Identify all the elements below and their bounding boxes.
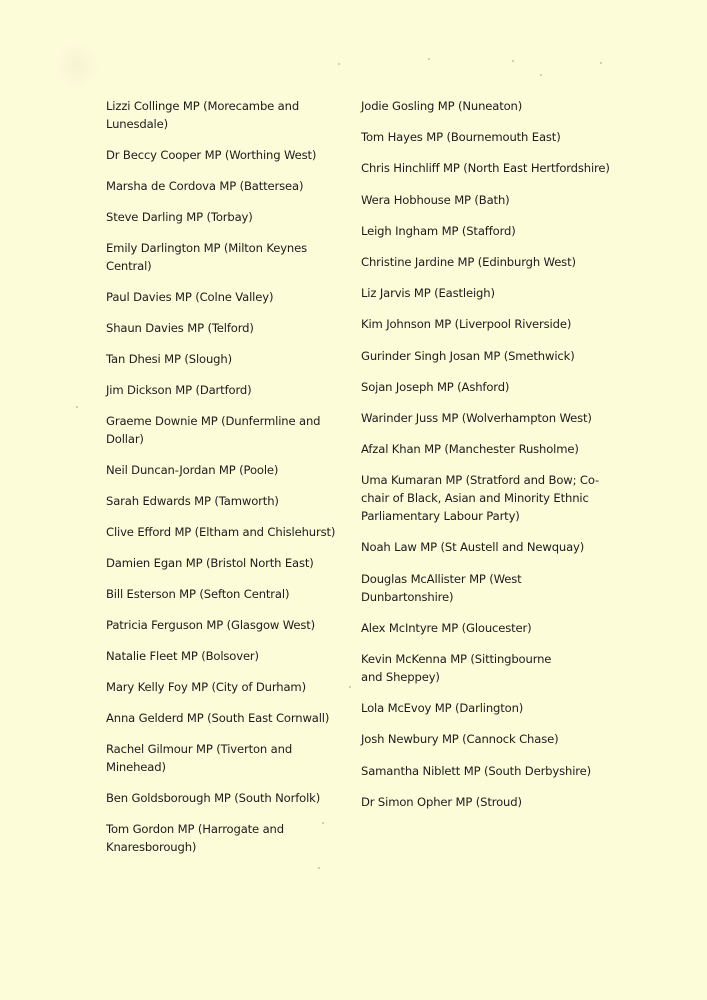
scan-speck	[76, 406, 78, 408]
list-item: Leigh Ingham MP (Stafford)	[361, 223, 516, 238]
list-item: Kevin McKenna MP (Sittingbourne and Sheppey)	[361, 652, 552, 684]
list-item: Tom Hayes MP (Bournemouth East)	[361, 130, 561, 145]
list-item: Steve Darling MP (Torbay)	[106, 210, 253, 224]
list-item: Jodie Gosling MP (Nuneaton)	[361, 99, 523, 113]
scan-speck	[428, 58, 430, 60]
list-item: Lizzi Collinge MP (Morecambe and Lunesdale)	[106, 99, 300, 131]
list-item: Paul Davies MP (Colne Valley)	[106, 290, 274, 304]
scan-speck	[338, 63, 340, 65]
list-item: Damien Egan MP (Bristol North East)	[106, 556, 314, 570]
list-item: Clive Efford MP (Eltham and Chislehurst)	[106, 525, 336, 539]
list-item: Samantha Niblett MP (South Derbyshire)	[361, 763, 591, 778]
list-item: Natalie Fleet MP (Bolsover)	[106, 649, 259, 663]
list-item: Liz Jarvis MP (Eastleigh)	[361, 286, 495, 301]
list-item: Sarah Edwards MP (Tamworth)	[106, 494, 279, 508]
left-column-list	[106, 97, 354, 869]
list-item: Josh Newbury MP (Cannock Chase)	[361, 732, 559, 747]
scan-speck	[600, 62, 602, 64]
list-item: Afzal Khan MP (Manchester Rusholme)	[361, 442, 579, 457]
list-item: Gurinder Singh Josan MP (Smethwick)	[361, 348, 575, 363]
list-item: Tan Dhesi MP (Slough)	[106, 352, 232, 366]
list-item: Bill Esterson MP (Sefton Central)	[106, 587, 290, 601]
list-item: Douglas McAllister MP (West Dunbartonshire)	[361, 571, 522, 604]
list-item: Anna Gelderd MP (South East Cornwall)	[106, 711, 330, 725]
list-item: Chris Hinchliff MP (North East Hertfordshire)	[361, 161, 610, 176]
list-item: Marsha de Cordova MP (Battersea)	[106, 179, 304, 193]
scan-smudge	[55, 40, 100, 90]
list-item: Shaun Davies MP (Telford)	[106, 321, 254, 335]
list-item: Dr Beccy Cooper MP (Worthing West)	[106, 148, 317, 162]
list-item: Patricia Ferguson MP (Glasgow West)	[106, 618, 316, 632]
list-item: Warinder Juss MP (Wolverhampton West)	[361, 410, 592, 425]
scan-speck	[540, 74, 542, 76]
list-item: Dr Simon Opher MP (Stroud)	[361, 794, 522, 809]
list-item: Sojan Joseph MP (Ashford)	[361, 379, 510, 394]
list-item: Christine Jardine MP (Edinburgh West)	[361, 254, 576, 269]
list-item: Rachel Gilmour MP (Tiverton and Minehead)	[106, 742, 293, 774]
list-item: Uma Kumaran MP (Stratford and Bow; Co-chair of Black, Asian and Minority Ethnic Parliamentary Labour Party)	[361, 473, 600, 524]
list-item: Neil Duncan-Jordan MP (Poole)	[106, 463, 279, 477]
list-item: Emily Darlington MP (Milton Keynes Central)	[106, 241, 307, 273]
scan-speck	[512, 60, 514, 62]
list-item: Noah Law MP (St Austell and Newquay)	[361, 540, 585, 555]
right-column-list	[361, 97, 617, 824]
list-item: Jim Dickson MP (Dartford)	[106, 383, 252, 397]
list-item: Mary Kelly Foy MP (City of Durham)	[106, 680, 306, 694]
list-item: Tom Gordon MP (Harrogate and Knaresborough)	[106, 822, 284, 854]
list-item: Graeme Downie MP (Dunfermline and Dollar)	[106, 414, 321, 446]
list-item: Wera Hobhouse MP (Bath)	[361, 192, 510, 207]
list-item: Ben Goldsborough MP (South Norfolk)	[106, 791, 321, 805]
list-item: Alex McIntyre MP (Gloucester)	[361, 620, 532, 635]
list-item: Kim Johnson MP (Liverpool Riverside)	[361, 317, 572, 332]
list-item: Lola McEvoy MP (Darlington)	[361, 701, 524, 716]
